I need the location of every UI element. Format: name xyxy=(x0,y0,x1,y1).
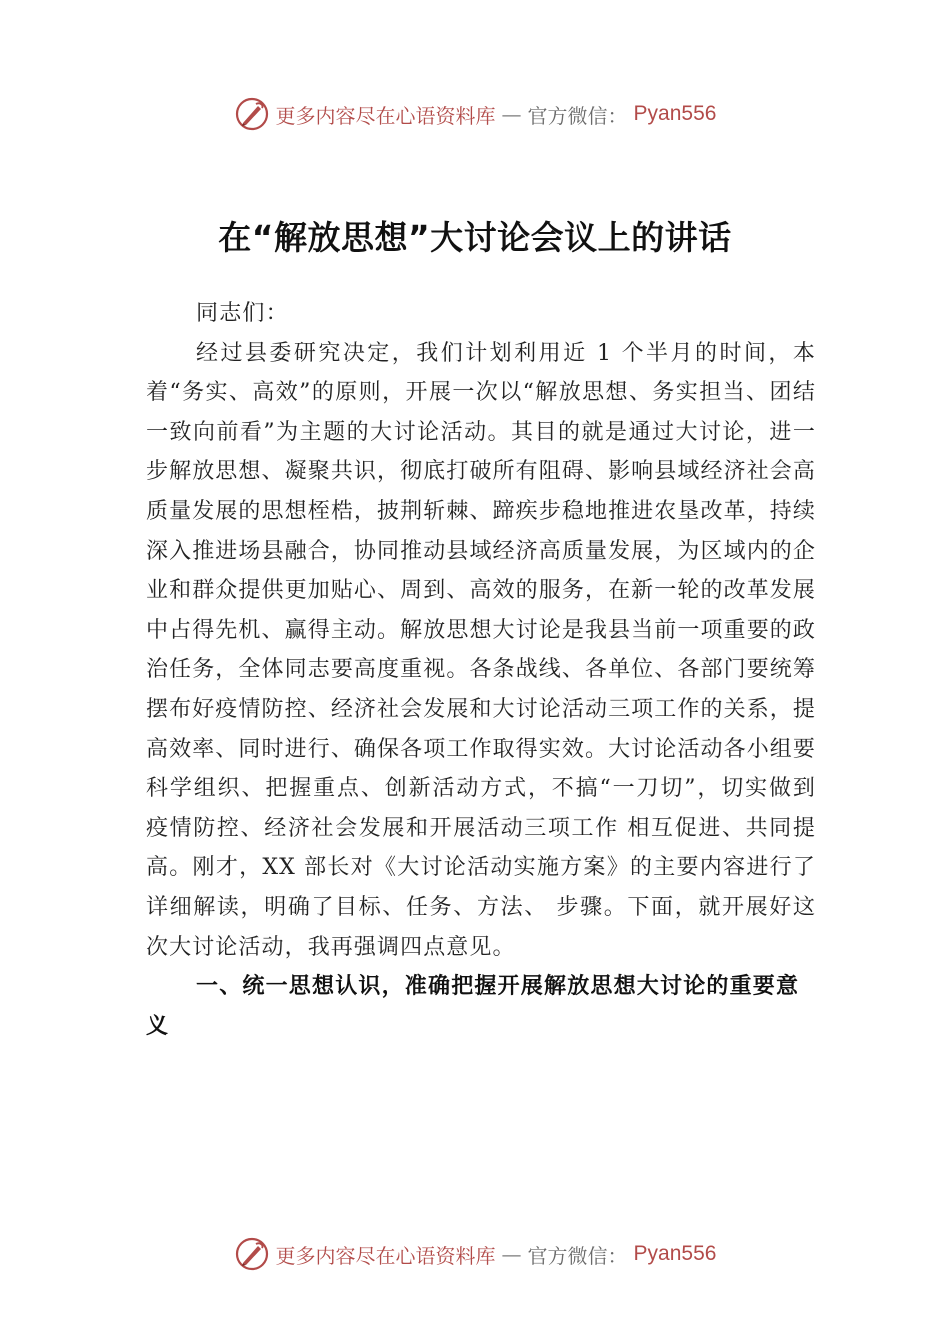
document-body xyxy=(146,294,816,1047)
watermark-wechat-id: Pyan556 xyxy=(633,102,717,125)
watermark-separator: — xyxy=(501,102,522,126)
watermark-wechat-id: Pyan556 xyxy=(633,1242,717,1265)
header-watermark xyxy=(0,92,950,136)
document-title: 在“解放思想”大讨论会议上的讲话 xyxy=(218,218,732,257)
paragraph: 经过县委研究决定，我们计划利用近 1 个半月的时间，本着“务实、高效”的原则，开展一次以“解放思想、务实担当、团结一致向前看”为主题的大讨论活动。其目的就是通过大讨论，进一步解放思想、凝聚共识，彻底打破所有阻碍、影响县域经济社会高质量发展的思想桎梏，披荆斩棘、蹄疾步稳地推进农垦改革，持续深入推进场县融合，协同推动县域经济高质量发展，为区域内的企业和群众提供更加贴心、周到、高效的服务，在新一轮的改革发展中占得先机、赢得主动。解放思想大讨论是我县当前一项重要的政治任务，全体同志要高度重视。各条战线、各单位、各部门要统筹摆布好疫情防控、经济社会发展和大讨论活动三项工作的关系，提高效率、同时进行、确保各项工作取得实效。大讨论活动各小组要科学组织、把握重点、创新活动方式，不搞“一刀切”，切实做到疫情防控、经济社会发展和开展活动三项工作 相互促进、共同提高。刚才，XX 部长对《大讨论活动实施方案》的主要内容进行了详细解读，明确了目标、任务、方法、 步骤。下面，就开展好这次大讨论活动，我再强调四点意见。 xyxy=(146,340,816,960)
watermark-separator: — xyxy=(501,1242,522,1266)
salutation: 同志们： xyxy=(196,301,289,326)
section-heading: 一、统一思想认识，准确把握开展解放思想大讨论的重要意义 xyxy=(146,974,800,1040)
watermark-label: 官方微信： xyxy=(527,1243,628,1268)
watermark-label: 官方微信： xyxy=(527,103,628,128)
footer-watermark xyxy=(0,1232,950,1276)
pen-circle-logo-icon xyxy=(234,1236,270,1272)
watermark-brand-text: 更多内容尽在心语资料库 xyxy=(275,1243,496,1268)
pen-circle-logo-icon xyxy=(234,96,270,132)
watermark-brand-text: 更多内容尽在心语资料库 xyxy=(275,103,496,128)
